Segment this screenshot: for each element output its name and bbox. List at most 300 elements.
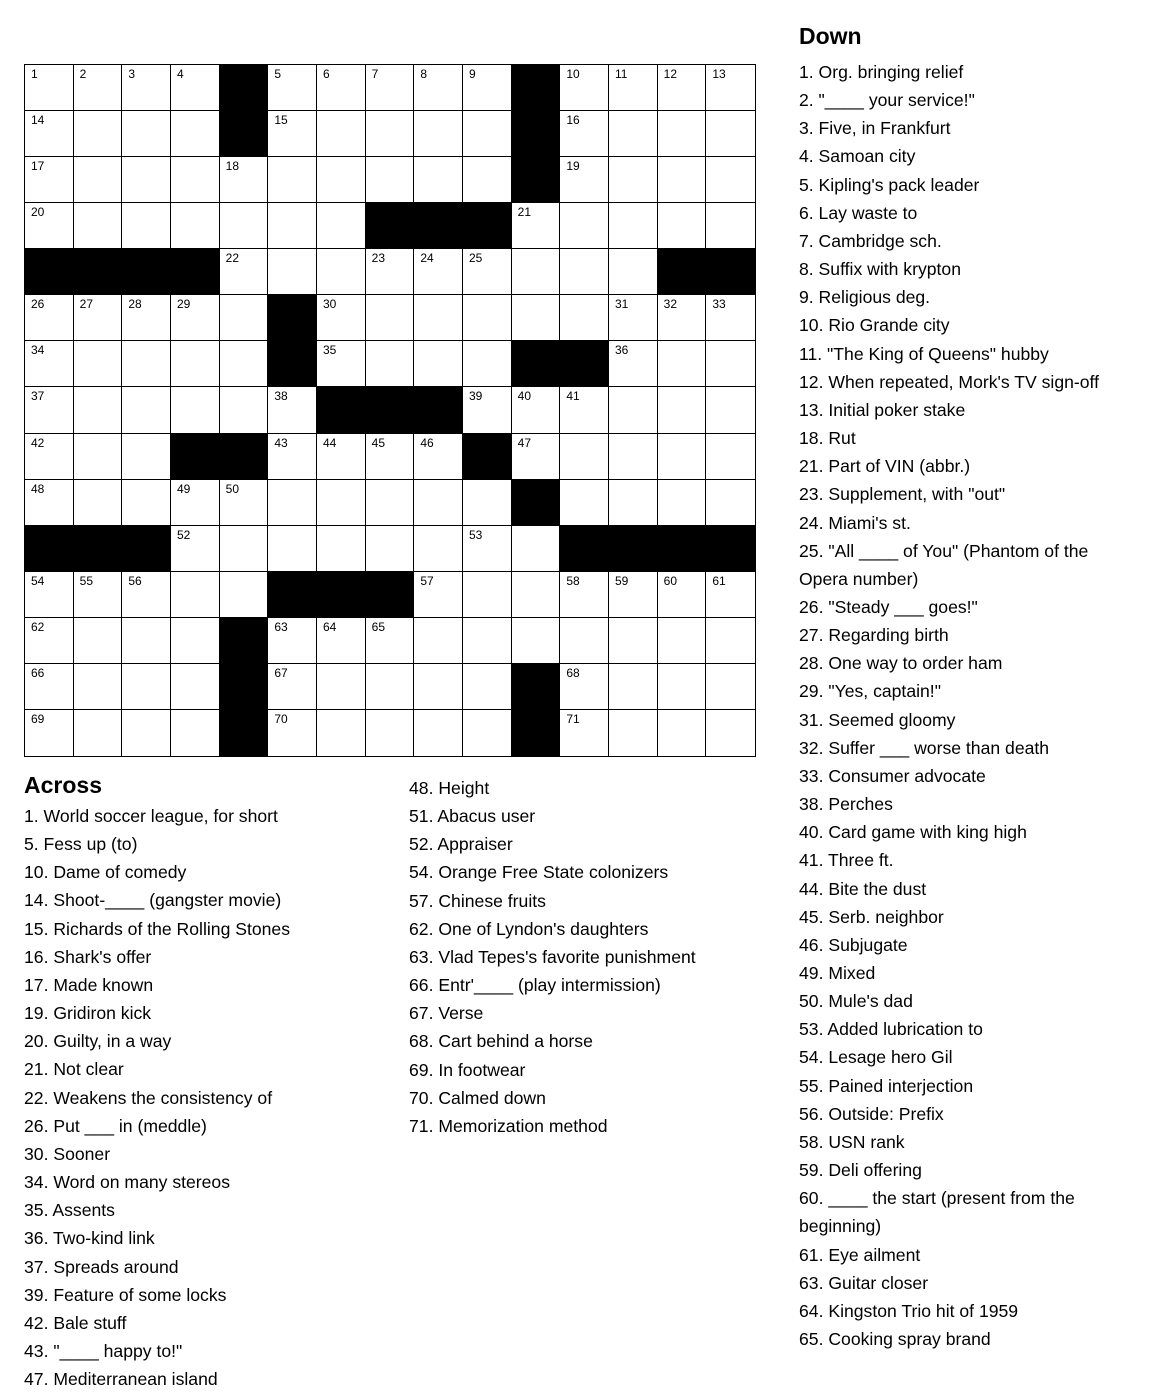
grid-cell[interactable] [122, 618, 171, 664]
down-clue: 54. Lesage hero Gil [799, 1047, 953, 1068]
grid-cell[interactable] [25, 387, 74, 433]
grid-cell[interactable] [268, 249, 317, 295]
grid-cell[interactable] [414, 157, 463, 203]
down-clue: 40. Card game with king high [799, 822, 1027, 843]
grid-cell[interactable] [366, 480, 415, 526]
grid-cell[interactable] [122, 65, 171, 111]
grid-cell[interactable] [317, 157, 366, 203]
grid-cell[interactable] [414, 664, 463, 710]
grid-cell[interactable] [74, 295, 123, 341]
grid-cell[interactable] [706, 434, 755, 480]
grid-cell[interactable] [25, 65, 74, 111]
grid-cell[interactable] [414, 65, 463, 111]
across-clue: 19. Gridiron kick [24, 1003, 152, 1024]
grid-cell[interactable] [122, 111, 171, 157]
down-clue: 60. ____ the start (present from the beginning) [799, 1188, 1075, 1237]
down-clue: 8. Suffix with krypton [799, 259, 962, 280]
cell-number: 55 [79, 573, 94, 588]
cell-number: 9 [469, 67, 476, 81]
cell-number: 70 [274, 711, 288, 726]
cell-number: 15 [274, 113, 288, 128]
grid-cell[interactable] [463, 249, 512, 295]
grid-cell[interactable] [268, 664, 317, 710]
grid-cell[interactable] [25, 710, 74, 756]
across-clue: 69. In footwear [409, 1059, 526, 1080]
grid-cell[interactable] [268, 157, 317, 203]
cell-number: 37 [31, 389, 45, 404]
grid-cell[interactable] [74, 157, 123, 203]
across-clue: 35. Assents [24, 1200, 115, 1221]
grid-cell[interactable] [414, 572, 463, 618]
grid-cell[interactable] [609, 664, 658, 710]
grid-cell[interactable] [366, 526, 415, 572]
down-clue: 6. Lay waste to [799, 202, 918, 223]
grid-cell[interactable] [268, 65, 317, 111]
grid-cell[interactable] [122, 480, 171, 526]
grid-cell[interactable] [74, 618, 123, 664]
grid-cell[interactable] [25, 157, 74, 203]
grid-cell[interactable] [268, 480, 317, 526]
grid-cell[interactable] [658, 572, 707, 618]
grid-cell[interactable] [220, 480, 269, 526]
down-clue: 56. Outside: Prefix [799, 1103, 944, 1124]
grid-cell[interactable] [706, 572, 755, 618]
grid-cell[interactable] [463, 526, 512, 572]
across-clue: 70. Calmed down [409, 1087, 546, 1108]
black-square [366, 387, 415, 433]
grid-cell[interactable] [414, 526, 463, 572]
across-clue: 43. "____ happy to!" [24, 1340, 183, 1361]
across-clue: 21. Not clear [24, 1059, 124, 1080]
grid-cell[interactable] [414, 434, 463, 480]
grid-cell[interactable] [171, 387, 220, 433]
down-clue: 7. Cambridge sch. [799, 230, 942, 251]
black-square [512, 341, 561, 387]
grid-cell[interactable] [463, 295, 512, 341]
grid-cell[interactable] [74, 664, 123, 710]
grid-cell[interactable] [122, 710, 171, 756]
black-square [658, 526, 707, 572]
cell-number: 6 [323, 67, 330, 81]
grid-cell[interactable] [414, 710, 463, 756]
crossword-grid [24, 64, 756, 757]
down-clue: 59. Deli offering [799, 1160, 922, 1181]
across-clue: 30. Sooner [24, 1143, 111, 1164]
grid-cell[interactable] [317, 111, 366, 157]
grid-cell[interactable] [512, 295, 561, 341]
cell-number: 48 [31, 481, 45, 496]
across-clue: 68. Cart behind a horse [409, 1031, 593, 1052]
grid-cell[interactable] [317, 664, 366, 710]
down-clue: 5. Kipling's pack leader [799, 174, 980, 195]
grid-cell[interactable] [609, 203, 658, 249]
grid-cell[interactable] [414, 249, 463, 295]
grid-cell[interactable] [122, 341, 171, 387]
grid-cell[interactable] [317, 249, 366, 295]
cell-number: 63 [274, 619, 288, 634]
grid-cell[interactable] [609, 157, 658, 203]
grid-cell[interactable] [463, 572, 512, 618]
cell-number: 7 [371, 67, 379, 81]
grid-cell[interactable] [463, 480, 512, 526]
down-clue: 65. Cooking spray brand [799, 1329, 991, 1350]
cell-number: 35 [323, 343, 337, 358]
black-square [220, 434, 269, 480]
down-clue: 46. Subjugate [799, 934, 908, 955]
across-clue-list-2 [409, 774, 789, 1140]
grid-cell[interactable] [706, 111, 755, 157]
black-square [122, 526, 171, 572]
grid-cell[interactable] [706, 295, 755, 341]
grid-cell[interactable] [560, 480, 609, 526]
cell-number: 17 [31, 159, 45, 174]
grid-cell[interactable] [706, 203, 755, 249]
grid-cell[interactable] [512, 434, 561, 480]
grid-cell[interactable] [560, 434, 609, 480]
grid-cell[interactable] [268, 710, 317, 756]
grid-cell[interactable] [25, 295, 74, 341]
grid-cell[interactable] [609, 111, 658, 157]
grid-cell[interactable] [414, 480, 463, 526]
black-square [512, 664, 561, 710]
grid-cell[interactable] [220, 157, 269, 203]
down-clue: 32. Suffer ___ worse than death [799, 737, 1050, 758]
grid-cell[interactable] [414, 618, 463, 664]
grid-cell[interactable] [171, 157, 220, 203]
cell-number: 65 [371, 619, 386, 634]
down-clue-list [799, 58, 1139, 1353]
grid-cell[interactable] [560, 111, 609, 157]
grid-cell[interactable] [658, 710, 707, 756]
grid-cell[interactable] [658, 157, 707, 203]
down-clue: 12. When repeated, Mork's TV sign-off [799, 371, 1099, 392]
black-square [512, 157, 561, 203]
grid-cell[interactable] [317, 434, 366, 480]
grid-cell[interactable] [317, 710, 366, 756]
grid-cell[interactable] [74, 710, 123, 756]
grid-cell[interactable] [609, 710, 658, 756]
grid-cell[interactable] [414, 341, 463, 387]
grid-cell[interactable] [171, 572, 220, 618]
across-clue: 57. Chinese fruits [409, 890, 546, 911]
black-square [74, 526, 123, 572]
grid-cell[interactable] [560, 572, 609, 618]
down-clue: 28. One way to order ham [799, 653, 1003, 674]
grid-cell[interactable] [366, 664, 415, 710]
black-square [560, 341, 609, 387]
cell-number: 69 [31, 711, 45, 726]
grid-cell[interactable] [512, 249, 561, 295]
grid-cell[interactable] [122, 203, 171, 249]
down-clue: 45. Serb. neighbor [799, 906, 944, 927]
across-clue: 66. Entr'____ (play intermission) [409, 975, 661, 996]
black-square [220, 710, 269, 756]
grid-cell[interactable] [658, 664, 707, 710]
grid-cell[interactable] [658, 203, 707, 249]
grid-cell[interactable] [122, 434, 171, 480]
cell-number: 30 [323, 297, 337, 312]
cell-number: 10 [566, 67, 580, 81]
grid-cell[interactable] [463, 710, 512, 756]
grid-cell[interactable] [463, 387, 512, 433]
grid-cell[interactable] [25, 434, 74, 480]
grid-cell[interactable] [268, 111, 317, 157]
grid-cell[interactable] [609, 434, 658, 480]
grid-cell[interactable] [317, 65, 366, 111]
grid-cell[interactable] [609, 387, 658, 433]
across-clue: 39. Feature of some locks [24, 1284, 227, 1305]
cell-number: 25 [469, 251, 483, 266]
across-clue: 52. Appraiser [409, 834, 513, 855]
grid-cell[interactable] [560, 249, 609, 295]
grid-cell[interactable] [122, 664, 171, 710]
grid-cell[interactable] [560, 203, 609, 249]
grid-cell[interactable] [25, 572, 74, 618]
cell-number: 2 [79, 67, 87, 81]
grid-cell[interactable] [74, 434, 123, 480]
grid-cell[interactable] [560, 664, 609, 710]
down-clue: 9. Religious deg. [799, 287, 931, 308]
grid-cell[interactable] [706, 480, 755, 526]
grid-cell[interactable] [609, 480, 658, 526]
cell-number: 56 [128, 573, 142, 588]
black-square [171, 434, 220, 480]
grid-cell[interactable] [658, 434, 707, 480]
grid-cell[interactable] [512, 618, 561, 664]
cell-number: 67 [274, 665, 288, 680]
black-square [220, 618, 269, 664]
grid-cell[interactable] [512, 387, 561, 433]
across-clue: 22. Weakens the consistency of [24, 1087, 273, 1108]
cell-number: 16 [566, 113, 580, 128]
grid-cell[interactable] [171, 65, 220, 111]
grid-cell[interactable] [658, 295, 707, 341]
grid-cell[interactable] [658, 111, 707, 157]
grid-cell[interactable] [220, 249, 269, 295]
down-clue: 49. Mixed [799, 963, 876, 983]
grid-cell[interactable] [658, 387, 707, 433]
down-clue: 13. Initial poker stake [799, 399, 966, 420]
grid-cell[interactable] [171, 341, 220, 387]
grid-cell[interactable] [609, 249, 658, 295]
down-clue: 38. Perches [799, 794, 893, 815]
grid-cell[interactable] [463, 157, 512, 203]
grid-cell[interactable] [609, 618, 658, 664]
grid-cell[interactable] [317, 480, 366, 526]
grid-cell[interactable] [658, 65, 707, 111]
grid-cell[interactable] [268, 203, 317, 249]
grid-cell[interactable] [122, 387, 171, 433]
grid-cell[interactable] [171, 618, 220, 664]
cell-number: 1 [31, 67, 38, 81]
grid-cell[interactable] [122, 295, 171, 341]
grid-cell[interactable] [171, 710, 220, 756]
cell-number: 60 [663, 573, 678, 588]
across-clue: 42. Bale stuff [24, 1312, 127, 1333]
grid-cell[interactable] [658, 480, 707, 526]
grid-cell[interactable] [706, 618, 755, 664]
grid-cell[interactable] [366, 434, 415, 480]
grid-cell[interactable] [366, 65, 415, 111]
grid-cell[interactable] [122, 157, 171, 203]
cell-number: 39 [469, 389, 483, 404]
cell-number: 43 [274, 435, 288, 450]
black-square [366, 203, 415, 249]
down-clue: 25. "All ____ of You" (Phantom of the Opera number) [799, 540, 1089, 589]
grid-cell[interactable] [220, 203, 269, 249]
grid-cell[interactable] [560, 387, 609, 433]
grid-cell[interactable] [463, 664, 512, 710]
across-clue: 67. Verse [409, 1003, 484, 1024]
grid-cell[interactable] [268, 387, 317, 433]
grid-cell[interactable] [74, 572, 123, 618]
grid-cell[interactable] [171, 203, 220, 249]
black-square [25, 526, 74, 572]
grid-cell[interactable] [74, 387, 123, 433]
grid-cell[interactable] [171, 295, 220, 341]
down-clue: 1. Org. bringing relief [799, 62, 964, 82]
cell-number: 27 [79, 297, 94, 312]
cell-number: 34 [31, 343, 45, 358]
grid-cell[interactable] [706, 157, 755, 203]
black-square [268, 295, 317, 341]
cell-number: 29 [177, 297, 191, 312]
grid-cell[interactable] [74, 203, 123, 249]
grid-cell[interactable] [74, 480, 123, 526]
cell-number: 21 [517, 205, 532, 220]
cell-number: 68 [566, 665, 580, 680]
grid-cell[interactable] [25, 341, 74, 387]
grid-cell[interactable] [512, 572, 561, 618]
grid-cell[interactable] [560, 157, 609, 203]
down-clue: 4. Samoan city [799, 146, 916, 167]
grid-cell[interactable] [366, 249, 415, 295]
grid-cell[interactable] [366, 618, 415, 664]
cell-number: 64 [323, 619, 337, 634]
grid-cell[interactable] [25, 618, 74, 664]
grid-cell[interactable] [317, 203, 366, 249]
grid-cell[interactable] [706, 341, 755, 387]
grid-cell[interactable] [658, 341, 707, 387]
grid-cell[interactable] [609, 572, 658, 618]
grid-cell[interactable] [220, 526, 269, 572]
grid-cell[interactable] [317, 526, 366, 572]
down-clue: 61. Eye ailment [799, 1244, 921, 1265]
grid-cell[interactable] [463, 618, 512, 664]
grid-cell[interactable] [463, 341, 512, 387]
grid-cell[interactable] [658, 618, 707, 664]
across-clue: 1. World soccer league, for short [24, 806, 278, 826]
down-clue: 26. "Steady ___ goes!" [799, 596, 978, 617]
grid-cell[interactable] [366, 341, 415, 387]
grid-cell[interactable] [706, 387, 755, 433]
grid-cell[interactable] [268, 526, 317, 572]
cell-number: 12 [663, 67, 678, 81]
grid-cell[interactable] [171, 111, 220, 157]
grid-cell[interactable] [609, 341, 658, 387]
black-square [25, 249, 74, 295]
grid-cell[interactable] [74, 341, 123, 387]
cell-number: 44 [323, 435, 337, 450]
grid-cell[interactable] [609, 65, 658, 111]
grid-cell[interactable] [366, 157, 415, 203]
grid-cell[interactable] [366, 111, 415, 157]
grid-cell[interactable] [512, 526, 561, 572]
grid-cell[interactable] [171, 480, 220, 526]
black-square [317, 572, 366, 618]
grid-cell[interactable] [268, 618, 317, 664]
grid-cell[interactable] [609, 295, 658, 341]
grid-cell[interactable] [74, 65, 123, 111]
cell-number: 20 [31, 205, 45, 220]
grid-cell[interactable] [171, 664, 220, 710]
grid-cell[interactable] [25, 664, 74, 710]
grid-cell[interactable] [560, 295, 609, 341]
black-square [414, 203, 463, 249]
cell-number: 38 [274, 389, 288, 404]
grid-cell[interactable] [122, 572, 171, 618]
grid-cell[interactable] [366, 710, 415, 756]
grid-cell[interactable] [512, 203, 561, 249]
grid-cell[interactable] [317, 295, 366, 341]
grid-cell[interactable] [171, 526, 220, 572]
grid-cell[interactable] [414, 111, 463, 157]
across-clue: 36. Two-kind link [24, 1228, 155, 1249]
across-clue-list-1 [24, 802, 394, 1393]
down-clue: 27. Regarding birth [799, 625, 949, 646]
grid-cell[interactable] [220, 341, 269, 387]
grid-cell[interactable] [25, 480, 74, 526]
grid-cell[interactable] [220, 572, 269, 618]
black-square [658, 249, 707, 295]
grid-cell[interactable] [706, 710, 755, 756]
cell-number: 62 [31, 619, 45, 634]
grid-cell[interactable] [25, 111, 74, 157]
grid-cell[interactable] [366, 295, 415, 341]
down-clue: 24. Miami's st. [799, 512, 911, 533]
cell-number: 58 [566, 573, 580, 588]
cell-number: 31 [615, 297, 629, 312]
black-square [220, 111, 269, 157]
black-square [512, 111, 561, 157]
down-clue: 50. Mule's dad [799, 991, 913, 1012]
grid-cell[interactable] [706, 664, 755, 710]
down-clue: 10. Rio Grande city [799, 315, 950, 336]
grid-cell[interactable] [268, 434, 317, 480]
grid-cell[interactable] [74, 111, 123, 157]
across-heading: Across [24, 772, 102, 798]
grid-cell[interactable] [560, 618, 609, 664]
down-clue: 58. USN rank [799, 1131, 905, 1152]
across-clue: 20. Guilty, in a way [24, 1031, 172, 1052]
grid-cell[interactable] [317, 341, 366, 387]
black-square [706, 249, 755, 295]
grid-cell[interactable] [463, 111, 512, 157]
grid-cell[interactable] [25, 203, 74, 249]
grid-cell[interactable] [463, 65, 512, 111]
down-clue: 21. Part of VIN (abbr.) [799, 456, 971, 477]
grid-cell[interactable] [560, 65, 609, 111]
black-square [463, 203, 512, 249]
grid-cell[interactable] [317, 618, 366, 664]
cell-number: 49 [177, 481, 191, 496]
grid-cell[interactable] [220, 387, 269, 433]
grid-cell[interactable] [220, 295, 269, 341]
black-square [268, 572, 317, 618]
grid-cell[interactable] [706, 65, 755, 111]
grid-cell[interactable] [560, 710, 609, 756]
grid-cell[interactable] [414, 295, 463, 341]
